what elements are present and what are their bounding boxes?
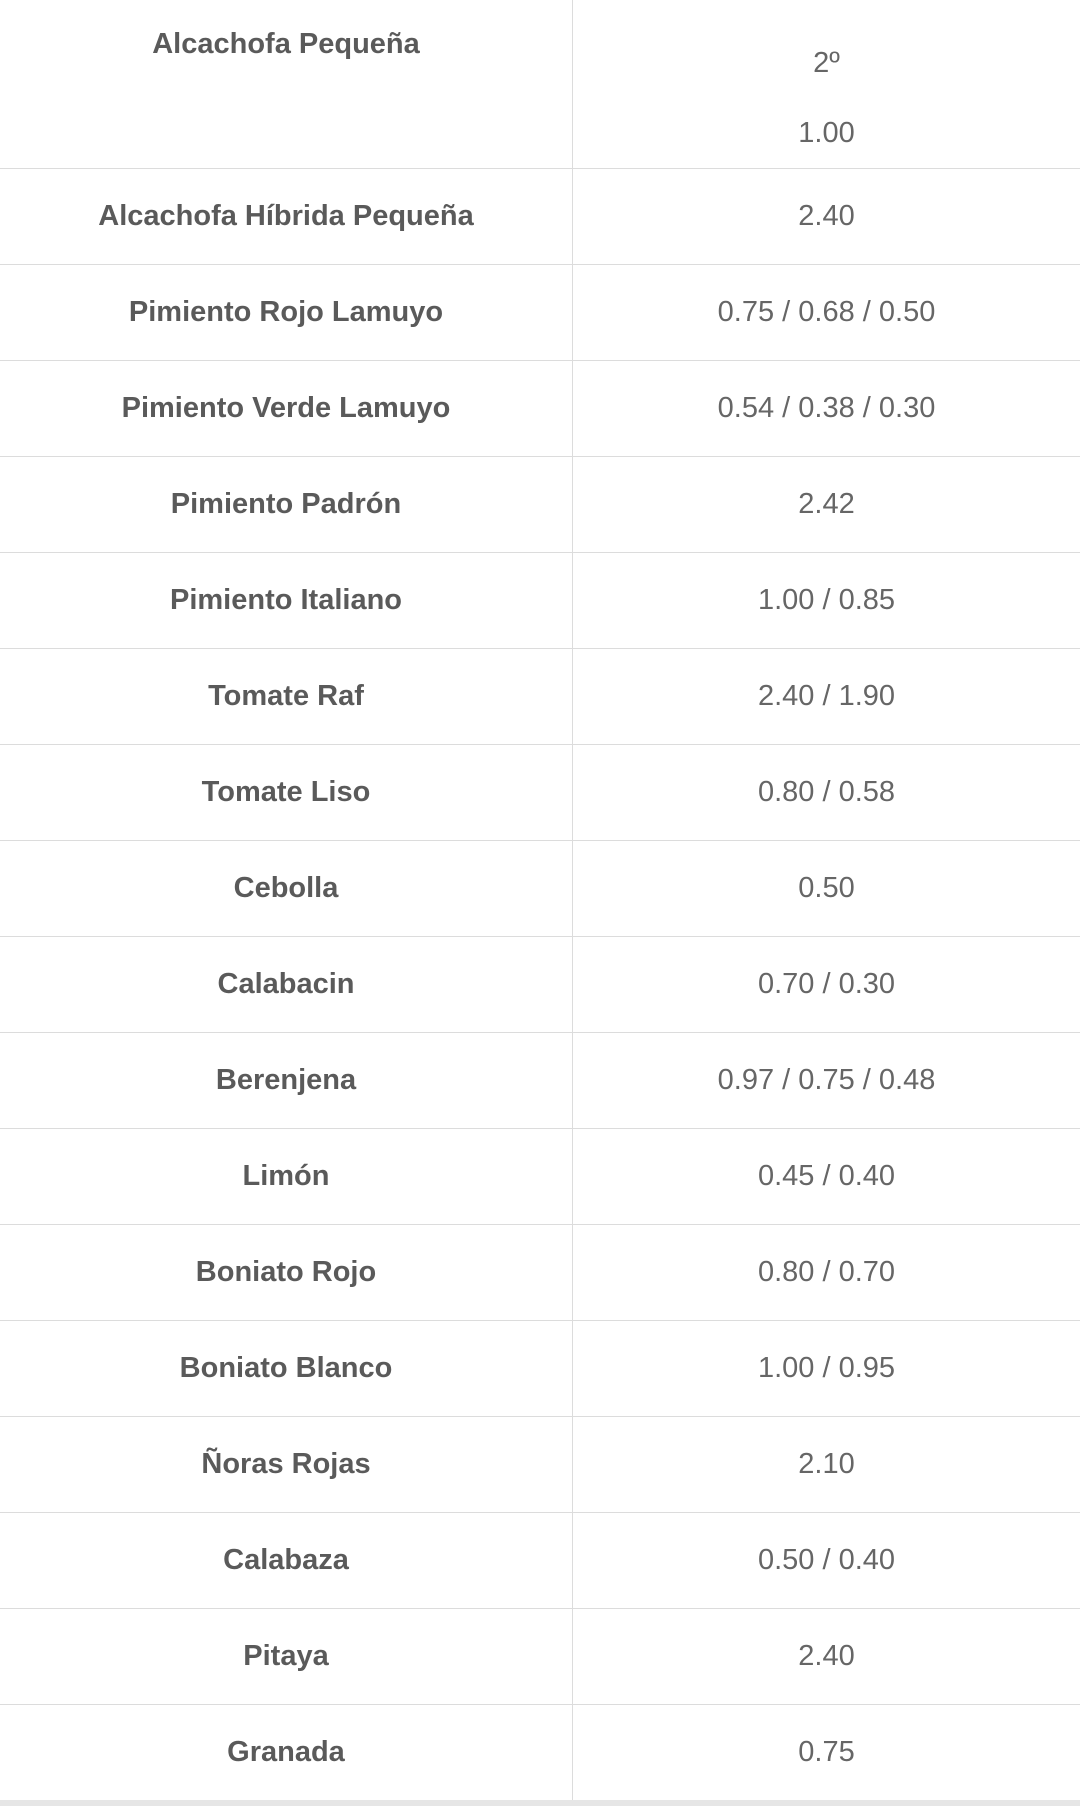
product-price: [573, 0, 1080, 169]
product-price: 0.54 / 0.38 / 0.30: [573, 361, 1080, 457]
horizontal-scrollbar[interactable]: [0, 1800, 1080, 1806]
table-row: [0, 361, 1080, 457]
table-row: [0, 1513, 1080, 1609]
product-price: 0.80 / 0.58: [573, 745, 1080, 841]
product-price: 0.75: [573, 1705, 1080, 1801]
table-row: [0, 1417, 1080, 1513]
product-name: Alcachofa Pequeña: [0, 0, 573, 169]
product-name: Calabaza: [0, 1513, 573, 1609]
product-name: Pimiento Rojo Lamuyo: [0, 265, 573, 361]
product-price: 2.40: [573, 169, 1080, 265]
product-price: 0.80 / 0.70: [573, 1225, 1080, 1321]
table-row: [0, 169, 1080, 265]
product-price: 1.00 / 0.85: [573, 553, 1080, 649]
product-name: Pimiento Italiano: [0, 553, 573, 649]
table-row: [0, 1225, 1080, 1321]
table-row: [0, 265, 1080, 361]
product-name: Calabacin: [0, 937, 573, 1033]
price-line: 2º: [813, 47, 840, 79]
product-price: 2.40: [573, 1609, 1080, 1705]
product-price: 2.40 / 1.90: [573, 649, 1080, 745]
product-price: 0.45 / 0.40: [573, 1129, 1080, 1225]
table-row: [0, 0, 1080, 169]
table-row: [0, 1609, 1080, 1705]
product-name: Ñoras Rojas: [0, 1417, 573, 1513]
product-price: 2.10: [573, 1417, 1080, 1513]
product-name: Tomate Liso: [0, 745, 573, 841]
table-row: [0, 649, 1080, 745]
product-price: 2.42: [573, 457, 1080, 553]
product-price: 0.70 / 0.30: [573, 937, 1080, 1033]
product-name: Alcachofa Híbrida Pequeña: [0, 169, 573, 265]
product-price: 0.97 / 0.75 / 0.48: [573, 1033, 1080, 1129]
table-row: [0, 937, 1080, 1033]
product-price: 1.00 / 0.95: [573, 1321, 1080, 1417]
product-price: 0.50 / 0.40: [573, 1513, 1080, 1609]
product-name: Limón: [0, 1129, 573, 1225]
product-name: Boniato Rojo: [0, 1225, 573, 1321]
table-row: [0, 553, 1080, 649]
product-name: Berenjena: [0, 1033, 573, 1129]
product-name: Pimiento Padrón: [0, 457, 573, 553]
table-row: [0, 745, 1080, 841]
table-row: [0, 457, 1080, 553]
table-row: [0, 1321, 1080, 1417]
table-row: [0, 841, 1080, 937]
product-name: Granada: [0, 1705, 573, 1801]
table-row: [0, 1033, 1080, 1129]
product-price: 0.50: [573, 841, 1080, 937]
product-name: Tomate Raf: [0, 649, 573, 745]
product-name: Pimiento Verde Lamuyo: [0, 361, 573, 457]
table-row: [0, 1129, 1080, 1225]
product-name: Pitaya: [0, 1609, 573, 1705]
product-name: Boniato Blanco: [0, 1321, 573, 1417]
product-price: 0.75 / 0.68 / 0.50: [573, 265, 1080, 361]
price-line: 1.00: [798, 117, 855, 149]
product-name: Cebolla: [0, 841, 573, 937]
table-row: [0, 1705, 1080, 1801]
